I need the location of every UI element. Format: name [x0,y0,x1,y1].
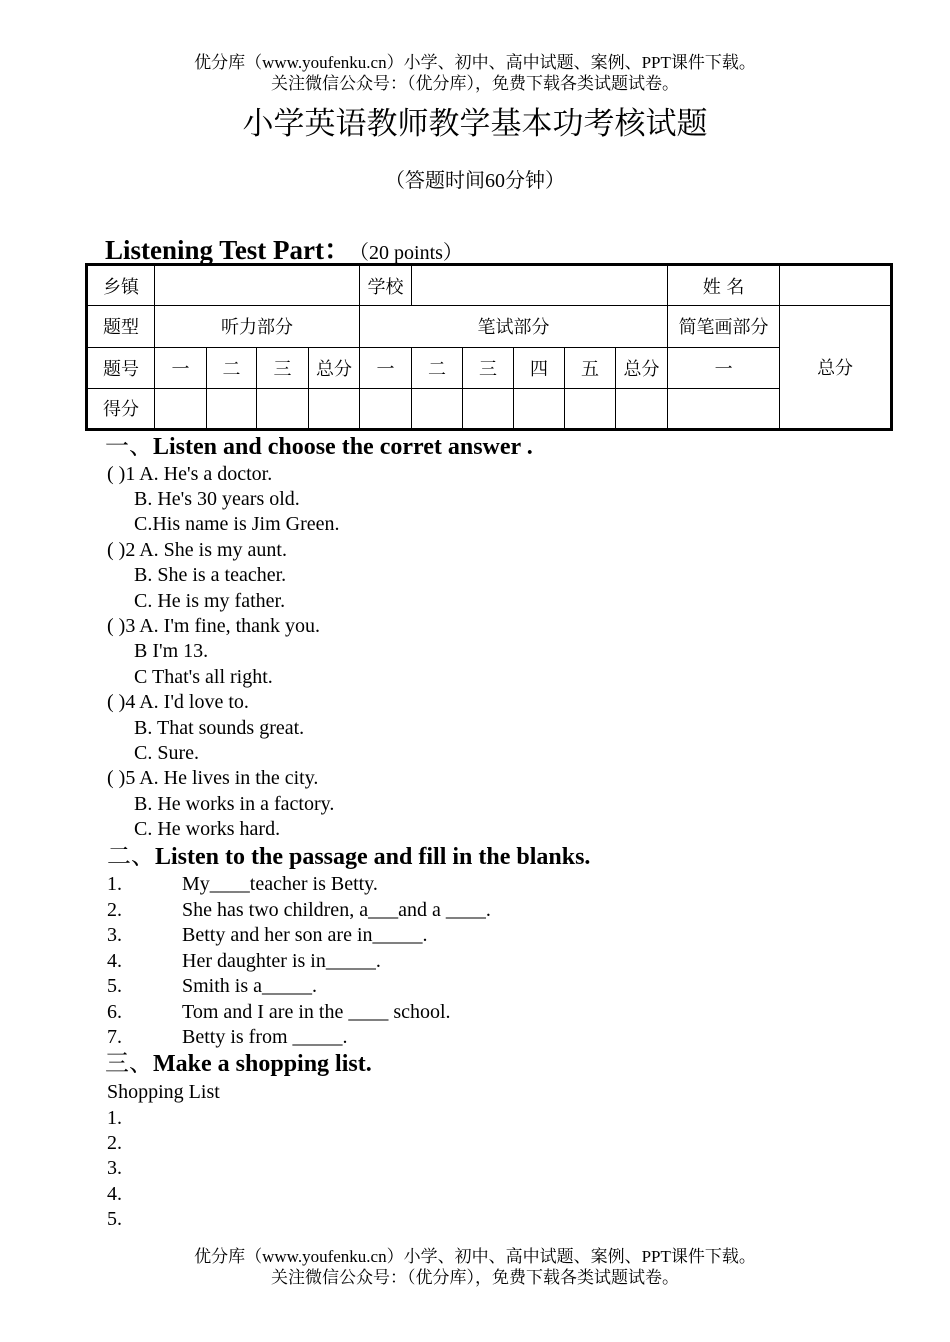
table-row [87,306,892,347]
page-header [0,52,950,94]
part-name: Listening Test Part： [105,235,352,265]
list-item: B. She is a teacher. [134,564,287,586]
score-cell[interactable] [207,388,257,429]
list-item: ( )5 A. He lives in the city. [107,767,319,789]
table-row [87,265,892,306]
header-line-2: 关注微信公众号：（优分库），免费下载各类试题试卷。 [271,74,679,93]
score-cell[interactable] [257,388,309,429]
page-footer [0,1246,950,1288]
section1-title: Listen and choose the corret answer . [153,434,533,460]
section3-prefix: 三、 [105,1051,153,1077]
score-label: 得分 [87,388,155,429]
list-item: C That's all right. [134,666,273,688]
score-cell[interactable] [565,388,616,429]
table-row [87,347,892,388]
blank-sentence: She has two children, a___and a ____. [182,899,491,921]
list-item: C. He works hard. [134,818,281,840]
school-label: 学校 [360,265,412,306]
blank-sentence: My____teacher is Betty. [182,873,378,895]
score-cell[interactable] [668,388,780,429]
list-item: 4. [107,1183,122,1205]
written-col: 总分 [616,347,668,388]
section2-heading [107,843,590,871]
town-field[interactable] [155,265,360,306]
score-cell[interactable] [155,388,207,429]
list-item: 5. [107,1208,122,1230]
blank-number: 6. [107,1001,122,1023]
blank-sentence: Tom and I are in the ____ school. [182,1001,451,1023]
written-col: 四 [514,347,565,388]
list-item: C. He is my father. [134,590,286,612]
list-item: ( )3 A. I'm fine, thank you. [107,615,321,637]
list-item: ( )4 A. I'd love to. [107,691,249,713]
section1-prefix: 一、 [105,434,153,460]
list-item: B I'm 13. [134,640,209,662]
total-label: 总分 [780,306,892,430]
score-cell[interactable] [412,388,463,429]
section2-title: Listen to the passage and fill in the blanks. [155,844,591,870]
score-table [85,263,893,431]
score-cell[interactable] [463,388,514,429]
list-item: C.His name is Jim Green. [134,513,340,535]
score-cell[interactable] [616,388,668,429]
town-label: 乡镇 [87,265,155,306]
type-label: 题型 [87,306,155,347]
listen-col: 总分 [309,347,360,388]
blank-number: 1. [107,873,122,895]
blank-sentence: Smith is a_____. [182,975,318,997]
written-col: 三 [463,347,514,388]
blank-number: 7. [107,1026,122,1048]
part-points: （20 points） [359,242,463,264]
list-item: B. That sounds great. [134,717,305,739]
document-subtitle: （答题时间60分钟） [385,170,565,192]
drawing-label: 简笔画部分 [668,306,780,347]
footer-line-2: 关注微信公众号：（优分库），免费下载各类试题试卷。 [271,1268,679,1287]
part-heading [105,228,463,267]
score-cell[interactable] [514,388,565,429]
written-col: 二 [412,347,463,388]
listening-label: 听力部分 [155,306,360,347]
score-cell[interactable] [309,388,360,429]
list-item: ( )1 A. He's a doctor. [107,463,273,485]
school-field[interactable] [412,265,668,306]
listen-col: 二 [207,347,257,388]
blank-sentence: Her daughter is in_____. [182,950,381,972]
table-row [87,388,892,429]
score-cell[interactable] [360,388,412,429]
shopping-list-title: Shopping List [107,1081,220,1103]
written-label: 笔试部分 [360,306,668,347]
name-field[interactable] [780,265,892,306]
section3-title: Make a shopping list. [153,1051,372,1077]
list-item: C. Sure. [134,742,199,764]
section1-heading [105,433,533,461]
section3-heading [105,1050,372,1078]
written-col: 五 [565,347,616,388]
blank-sentence: Betty is from _____. [182,1026,348,1048]
section2-prefix: 二、 [107,844,155,870]
document-title: 小学英语教师教学基本功考核试题 [242,106,708,141]
blank-sentence: Betty and her son are in_____. [182,924,428,946]
written-col: 一 [360,347,412,388]
listen-col: 三 [257,347,309,388]
draw-col: 一 [668,347,780,388]
blank-number: 4. [107,950,122,972]
list-item: B. He's 30 years old. [134,488,300,510]
header-line-1: 优分库（www.youfenku.cn）小学、初中、高中试题、案例、PPT课件下载。 [194,53,756,72]
list-item: 3. [107,1157,122,1179]
list-item: ( )2 A. She is my aunt. [107,539,287,561]
blank-number: 3. [107,924,122,946]
number-label: 题号 [87,347,155,388]
blank-number: 2. [107,899,122,921]
list-item: 1. [107,1107,122,1129]
list-item: 2. [107,1132,122,1154]
footer-line-1: 优分库（www.youfenku.cn）小学、初中、高中试题、案例、PPT课件下载。 [194,1247,756,1266]
listen-col: 一 [155,347,207,388]
list-item: B. He works in a factory. [134,793,335,815]
name-label: 姓 名 [668,265,780,306]
blank-number: 5. [107,975,122,997]
